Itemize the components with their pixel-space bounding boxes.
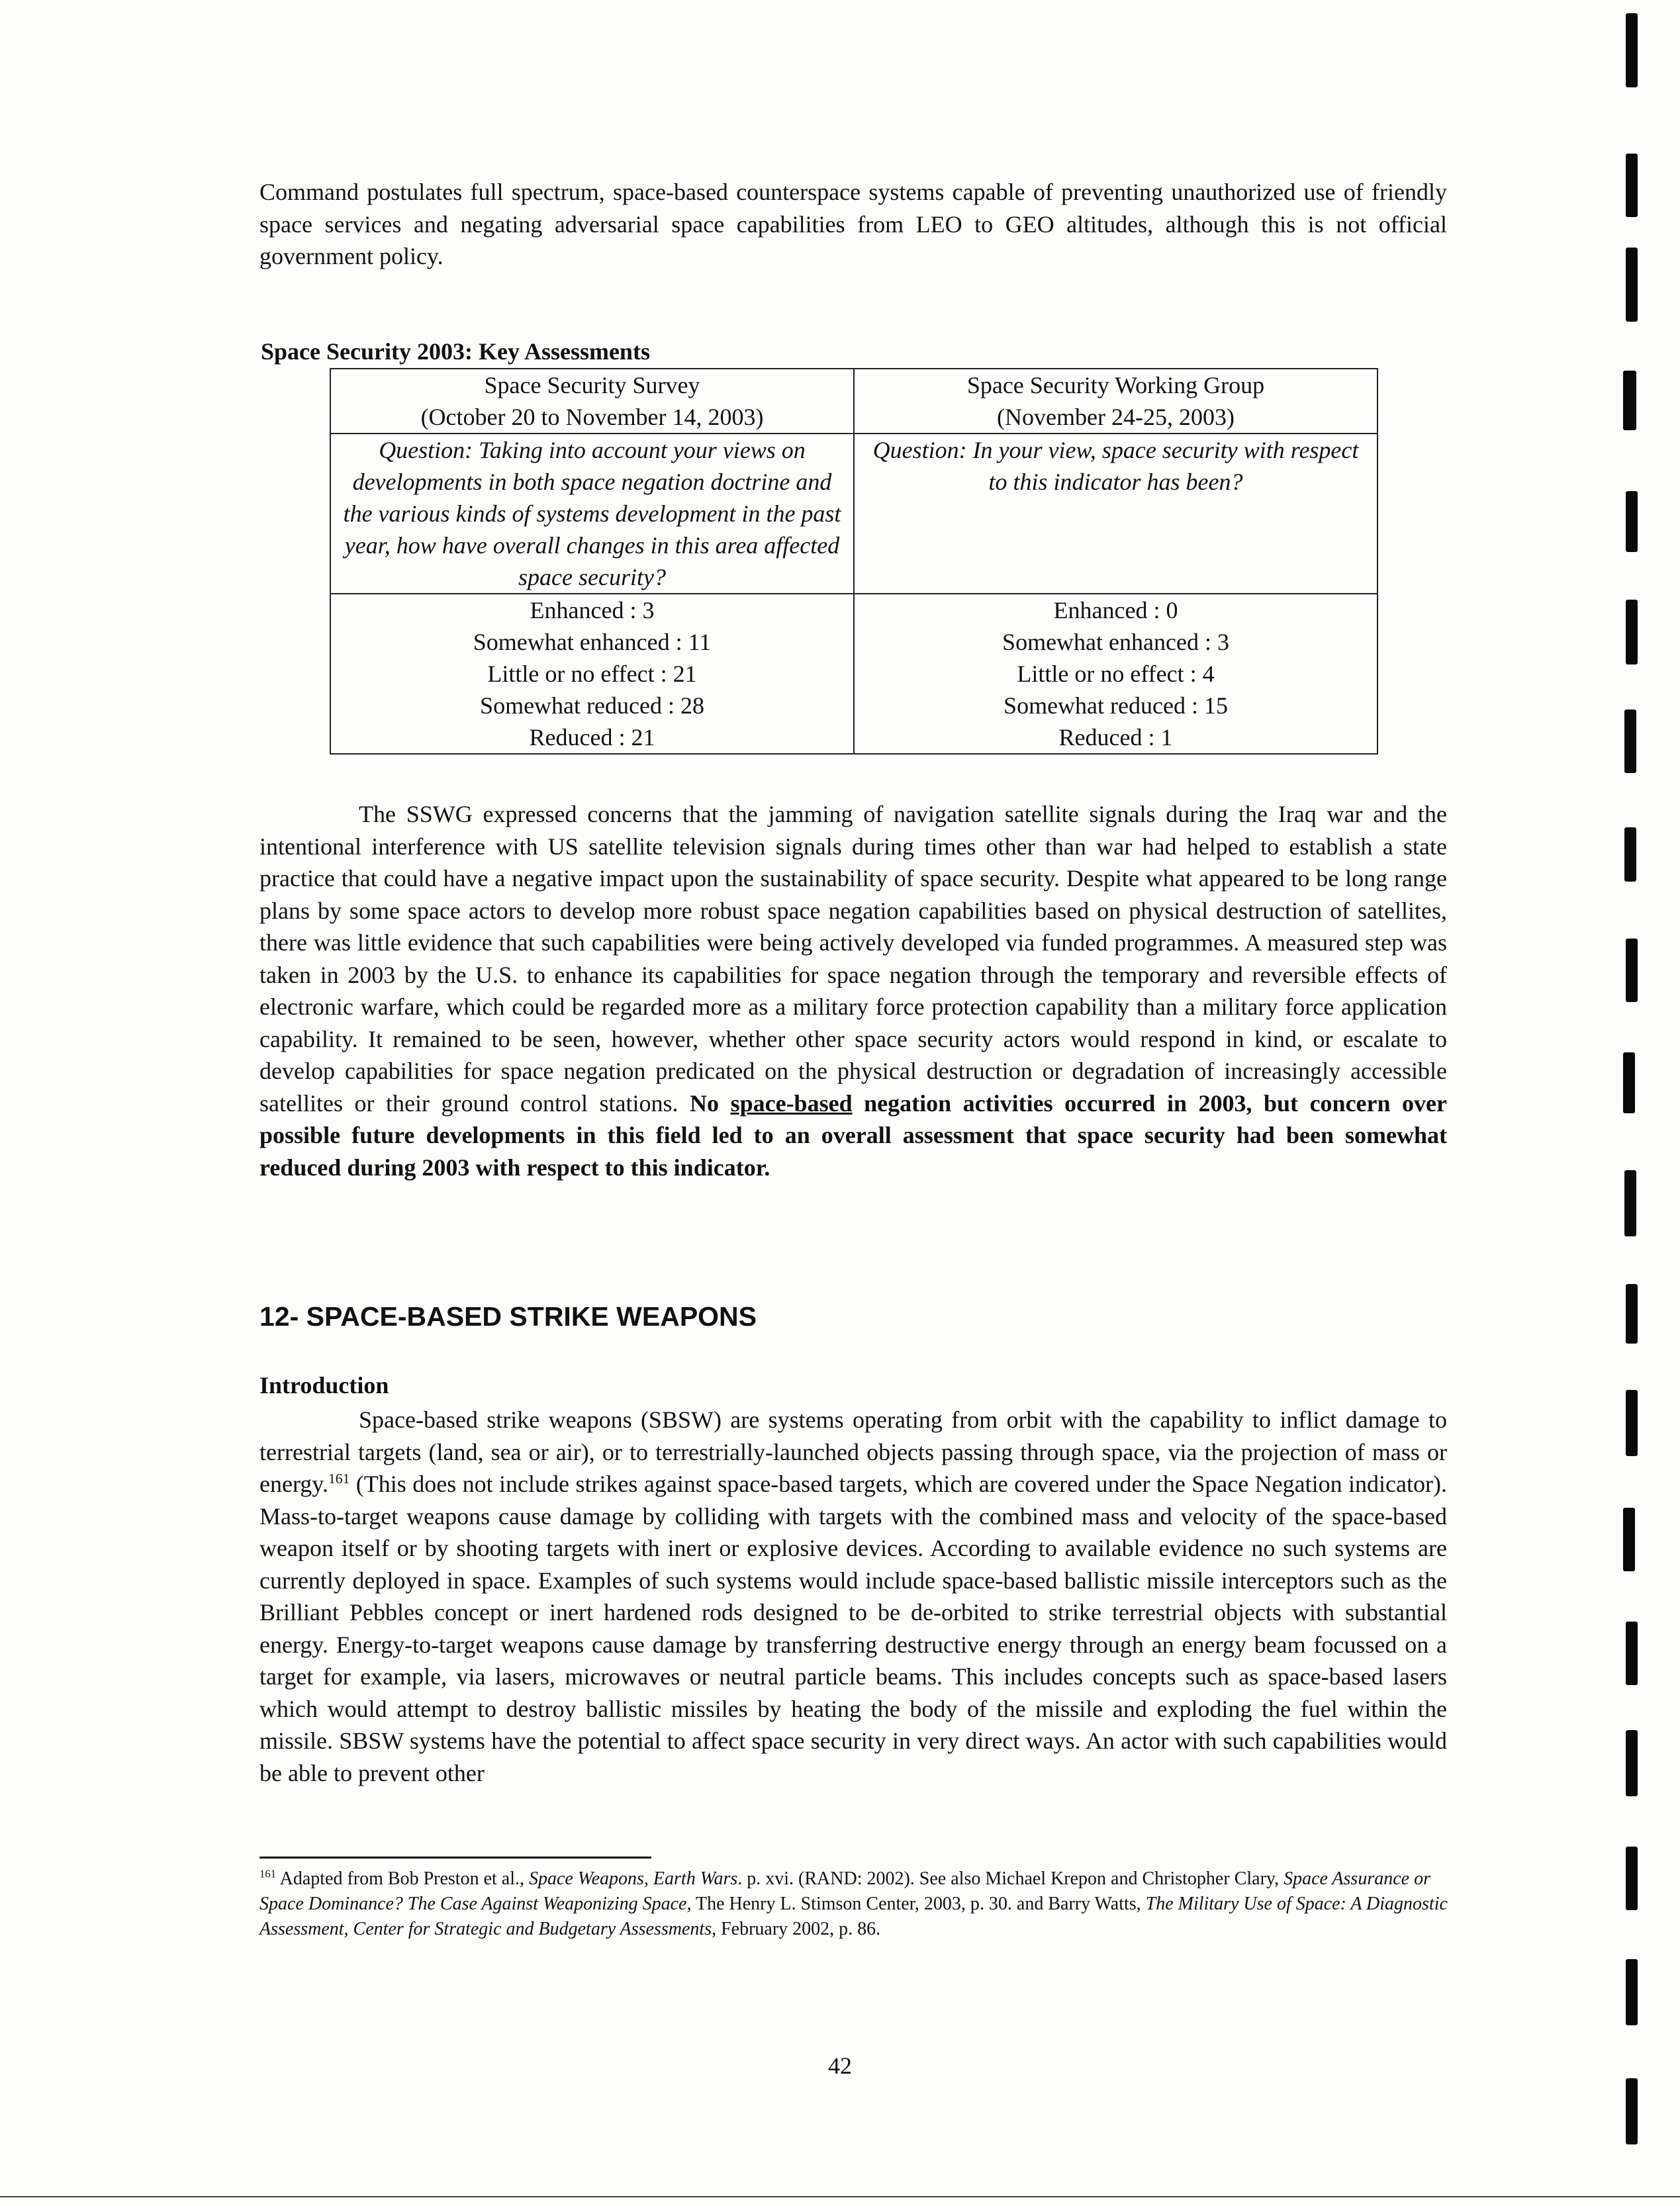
working-group-result-little-or-no-effect: Little or no effect : 4: [1017, 661, 1215, 687]
survey-header-cell: [330, 369, 854, 434]
sswg-conclusion-rest: negation activities occurred in 2003, but concern over possible future developments in this field led to an overall assessment that space security had been somewhat reduced during 2003 with respect to this indicator.: [259, 1089, 1448, 1181]
survey-result-little-or-no-effect: Little or no effect : 21: [487, 661, 697, 687]
survey-results: [330, 594, 854, 754]
footnote-title-3: The Military Use of Space: A Diagnostic Assessment, Center for Strategic and Budgetary Assessments: [259, 1894, 1448, 1939]
survey-question: Question: Taking into account your views on developments in both space negation doctrine and the various kinds of systems development in the past year, how have overall changes in this area affected space security?: [330, 434, 854, 594]
edge-mark: [1626, 1847, 1638, 1910]
page-number: 42: [828, 2052, 852, 2079]
survey-dates: (October 20 to November 14, 2003): [420, 404, 764, 430]
footnote-161: [259, 1866, 1451, 1942]
edge-mark: [1626, 154, 1638, 217]
edge-mark: [1626, 491, 1638, 552]
edge-mark: [1626, 2078, 1638, 2144]
key-assessments-table: [330, 368, 1378, 755]
edge-mark: [1623, 1508, 1635, 1571]
survey-title: Space Security Survey: [484, 372, 700, 398]
page-bottom-edge: [0, 2196, 1680, 2197]
section-heading: 12- SPACE-BASED STRIKE WEAPONS: [259, 1301, 757, 1332]
introduction-text-part1: Space-based strike weapons (SBSW) are systems operating from orbit with the capability to inflict damage to terrestrial targets (land, sea or air), or to terrestrially-launched objects passing through space, via the projection of mass or energy.: [259, 1406, 1447, 1497]
working-group-dates: (November 24-25, 2003): [997, 404, 1235, 430]
working-group-title: Space Security Working Group: [966, 372, 1265, 398]
edge-mark: [1626, 1622, 1638, 1685]
edge-mark: [1626, 1730, 1638, 1796]
edge-mark: [1626, 1959, 1638, 2025]
edge-mark: [1623, 1052, 1635, 1113]
working-group-header-cell: [854, 369, 1377, 434]
edge-mark: [1626, 13, 1638, 87]
edge-mark: [1626, 1390, 1638, 1456]
edge-mark: [1624, 827, 1636, 882]
footnote-text-4: , February 2002, p. 86.: [712, 1919, 881, 1939]
sswg-paragraph: [259, 798, 1447, 1183]
working-group-question: Question: In your view, space security with respect to this indicator has been?: [854, 434, 1377, 594]
table-results-row: [330, 594, 1377, 754]
sswg-paragraph-text: The SSWG expressed concerns that the jamming of navigation satellite signals during the Iraq war and the intentional interference with US satellite television signals during times other than war had helped to establish a state practice that could have a negative impact upon the sustainability of space security. Despite what appeared to be long range plans by some space actors to develop more robust space negation capabilities based on physical destruction of satellites, there was little evidence that such capabilities were being actively developed via funded programmes. A measured step was taken in 2003 by the U.S. to enhance its capabilities for space negation through the temporary and reversible effects of electronic warfare, which could be regarded more as a military force protection capability than a military force application capability. It remained to be seen, however, whether other space security actors would respond in kind, or escalate to develop capabilities for space negation predicated on the physical destruction or degradation of increasingly accessible satellites or their ground control stations.: [259, 801, 1447, 1117]
working-group-result-reduced: Reduced : 1: [1058, 724, 1173, 751]
table-question-row: [330, 434, 1377, 594]
edge-mark: [1624, 710, 1636, 773]
edge-mark: [1626, 248, 1638, 322]
footnote-text-2: . p. xvi. (RAND: 2002). See also Michael Krepon and Christopher Clary,: [737, 1868, 1284, 1889]
subsection-heading: Introduction: [259, 1372, 389, 1399]
table-header-row: [330, 369, 1377, 434]
table-caption: Space Security 2003: Key Assessments: [261, 338, 650, 365]
edge-mark: [1623, 371, 1636, 430]
edge-mark: [1626, 600, 1638, 665]
footnote-text-1: Adapted from Bob Preston et al.,: [276, 1868, 529, 1889]
working-group-result-somewhat-enhanced: Somewhat enhanced : 3: [1002, 629, 1229, 655]
footnote-title-2: Space Assurance or Space Dominance? The Case Against Weaponizing Space: [259, 1868, 1430, 1914]
intro-paragraph: Command postulates full spectrum, space-based counterspace systems capable of preventing unauthorized use of friendly space services and negating adversarial space capabilities from LEO to GEO altitudes, although this is not official government policy.: [259, 179, 1447, 269]
survey-result-enhanced: Enhanced : 3: [530, 597, 655, 623]
edge-mark: [1626, 1284, 1638, 1344]
footnote-text-3: , The Henry L. Stimson Center, 2003, p. 30. and Barry Watts,: [686, 1894, 1146, 1914]
introduction-text-part2: (This does not include strikes against space-based targets, which are covered under the Space Negation indicator). Mass-to-target weapons cause damage by colliding with targets with the combined mass and velocity of the space-based weapon itself or by shooting targets with inert or explosive devices. According to available evidence no such systems are currently deployed in space. Examples of such systems would include space-based ballistic missile interceptors such as the Brilliant Pebbles concept or inert hardened rods designed to be de-orbited to strike terrestrial objects with substantial energy. Energy-to-target weapons cause damage by transferring destructive energy through an energy beam focussed on a target for example, via lasers, microwaves or neutral particle beams. This includes concepts such as space-based lasers which would attempt to destroy ballistic missiles by heating the body of the missile and exploding the fuel within the missile. SBSW systems have the potential to affect space security in very direct ways. An actor with such capabilities would be able to prevent other: [259, 1471, 1447, 1786]
survey-result-reduced: Reduced : 21: [529, 724, 655, 751]
working-group-result-somewhat-reduced: Somewhat reduced : 15: [1003, 692, 1228, 719]
sswg-conclusion-lead: No: [690, 1089, 731, 1117]
edge-mark: [1626, 939, 1638, 1002]
survey-result-somewhat-reduced: Somewhat reduced : 28: [480, 692, 704, 719]
edge-mark: [1624, 1170, 1636, 1236]
footnote-separator: [259, 1857, 651, 1859]
working-group-result-enhanced: Enhanced : 0: [1053, 597, 1178, 623]
introduction-paragraph: [259, 1404, 1447, 1789]
footnote-number: 161: [259, 1867, 277, 1880]
footnote-reference: 161: [328, 1471, 350, 1487]
footnote-title-1: Space Weapons, Earth Wars: [529, 1868, 738, 1889]
survey-result-somewhat-enhanced: Somewhat enhanced : 11: [473, 629, 712, 655]
sswg-conclusion-underlined: space-based: [730, 1089, 853, 1117]
working-group-results: [854, 594, 1377, 754]
